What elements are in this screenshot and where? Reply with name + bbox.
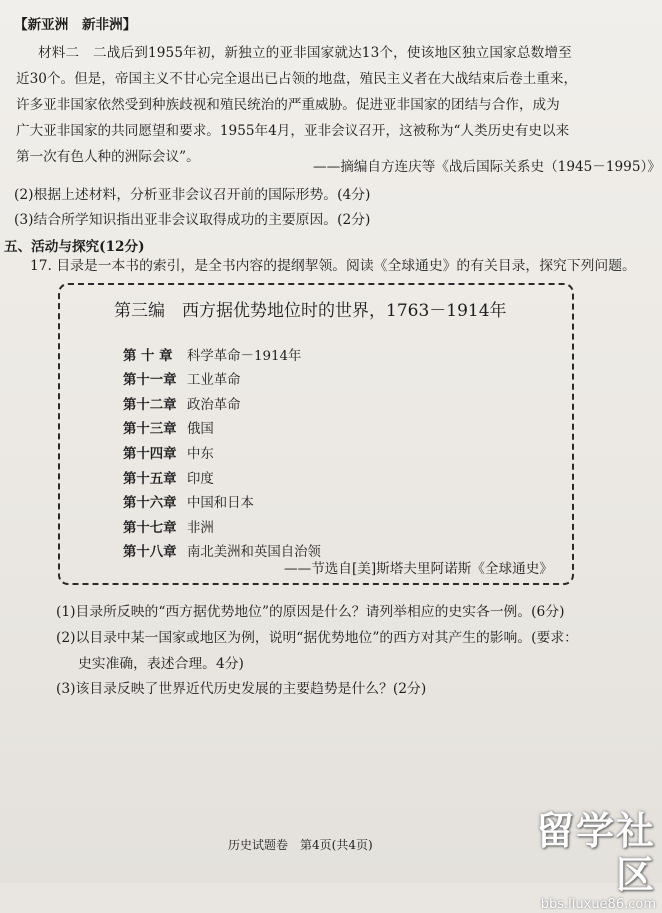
material-line-4: 广大亚非国家的共同愿望和要求。1955年4月，亚非会议召开，这被称为“人类历史有史以来	[16, 123, 570, 139]
toc-row	[123, 420, 214, 439]
toc-chapter-name: 政治革命	[187, 398, 241, 413]
material-line-5: 第一次有色人种的洲际会议”。	[16, 149, 200, 165]
toc-chapter-number: 第 十 章	[123, 348, 173, 364]
question-17-2-cont: 史实准确，表述合理。4分)	[78, 656, 244, 672]
toc-chapter-name: 非洲	[187, 521, 214, 536]
toc-chapter-number: 第十二章	[123, 397, 177, 413]
toc-row	[123, 519, 214, 538]
material-source: ——摘编自方连庆等《战后国际关系史（1945－1995）》	[313, 159, 661, 175]
toc-row	[123, 494, 254, 513]
page-footer: 历史试题卷 第4页(共4页)	[228, 838, 373, 852]
question-17-1: (1)目录所反映的“西方据优势地位”的原因是什么？请列举相应的史实各一例。(6分)	[56, 604, 565, 620]
toc-row	[123, 396, 241, 415]
toc-chapter-name: 中东	[187, 447, 214, 462]
question-17-3: (3)该目录反映了世界近代历史发展的主要趋势是什么？(2分)	[56, 681, 427, 697]
toc-row	[123, 445, 214, 464]
toc-source: ——节选自[美]斯塔夫里阿诺斯《全球通史》	[284, 561, 553, 577]
question-17-2: (2)以目录中某一国家或地区为例，说明“据优势地位”的西方对其产生的影响。(要求：	[56, 630, 578, 646]
section-header: 【新亚洲 新非洲】	[14, 17, 137, 33]
toc-chapter-number: 第十四章	[123, 446, 177, 462]
toc-row	[123, 371, 241, 390]
toc-chapter-number: 第十一章	[123, 372, 177, 388]
material-line-3: 许多亚非国家依然受到种族歧视和殖民统治的严重威胁。促进亚非国家的团结与合作，成为	[16, 97, 560, 113]
toc-chapter-number: 第十八章	[123, 544, 177, 560]
toc-row	[123, 347, 301, 366]
question-3: (3)结合所学知识指出亚非会议取得成功的主要原因。(2分)	[14, 212, 371, 228]
watermark-logo	[506, 809, 656, 912]
question-2: (2)根据上述材料，分析亚非会议召开前的国际形势。(4分)	[14, 187, 371, 203]
question-17-intro: 17. 目录是一本书的索引，是全书内容的提纲挈领。阅读《全球通史》的有关目录，探究下列问题。	[30, 258, 636, 274]
toc-chapter-number: 第十六章	[123, 495, 177, 511]
watermark-text: 留学社区	[535, 809, 656, 897]
toc-chapter-name: 南北美洲和英国自治领	[187, 545, 321, 560]
material-line-1: 材料二 二战后到1955年初，新独立的亚非国家就达13个，使该地区独立国家总数增至	[38, 45, 572, 61]
toc-chapter-number: 第十七章	[123, 520, 177, 536]
toc-chapter-number: 第十五章	[123, 471, 177, 487]
toc-chapter-name: 工业革命	[187, 373, 241, 388]
toc-chapter-name: 俄国	[187, 422, 214, 437]
toc-title: 第三编 西方据优势地位时的世界，1763－1914年	[114, 301, 507, 321]
watermark-url: bbs.liuxue86.com	[540, 897, 656, 912]
toc-row	[123, 470, 214, 489]
toc-chapter-number: 第十三章	[123, 421, 177, 437]
toc-chapter-name: 科学革命－1914年	[187, 349, 302, 364]
toc-chapter-name: 印度	[187, 472, 214, 487]
section-five-heading: 五、活动与探究(12分)	[4, 239, 145, 255]
toc-chapter-name: 中国和日本	[187, 496, 254, 511]
material-line-2: 近30个。但是，帝国主义不甘心完全退出已占领的地盘，殖民主义者在大战结束后卷土重来，	[16, 71, 578, 87]
